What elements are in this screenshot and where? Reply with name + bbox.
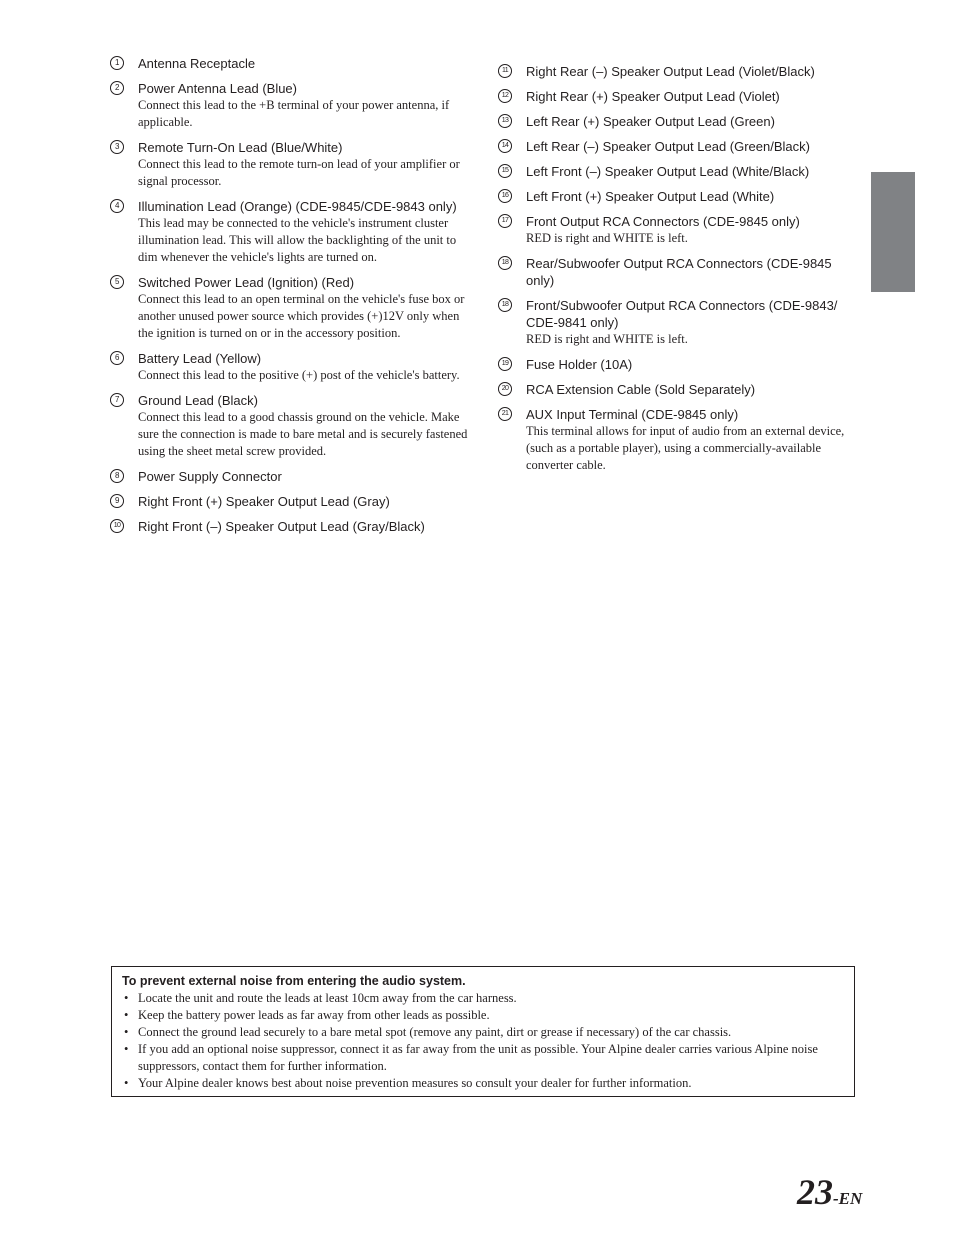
legend-item <box>498 188 853 205</box>
bullet-text: Locate the unit and route the leads at least 10cm away from the car harness. <box>138 991 517 1005</box>
legend-item <box>110 392 470 460</box>
legend-item <box>498 163 853 180</box>
bullet-dot: • <box>124 1008 129 1022</box>
item-number-badge: 14 <box>498 139 512 153</box>
notice-bullet <box>122 1007 844 1024</box>
bullet-dot: • <box>124 991 129 1005</box>
item-title: Left Rear (+) Speaker Output Lead (Green) <box>526 114 775 129</box>
item-number-badge: 7 <box>110 393 124 407</box>
item-number-badge: 15 <box>498 164 512 178</box>
bullet-dot: • <box>124 1042 129 1056</box>
item-title: Front/Subwoofer Output RCA Connectors (CDE-9843/ CDE-9841 only) <box>526 298 838 330</box>
item-number-badge: 21 <box>498 407 512 421</box>
item-number-badge: 11 <box>498 64 512 78</box>
item-title: Left Rear (–) Speaker Output Lead (Green/Black) <box>526 139 810 154</box>
legend-item <box>110 55 470 72</box>
section-tab <box>871 172 915 292</box>
noise-notice-box <box>111 966 855 1097</box>
item-title: Power Supply Connector <box>138 469 282 484</box>
item-title: Front Output RCA Connectors (CDE-9845 only) <box>526 214 800 229</box>
item-description: Connect this lead to an open terminal on the vehicle's fuse box or another unused power source which provides (+)12V only when the ignition is turned on or in the accessory position. <box>138 292 465 340</box>
item-number-badge: 2 <box>110 81 124 95</box>
item-number-badge: 20 <box>498 382 512 396</box>
bullet-text: Connect the ground lead securely to a bare metal spot (remove any paint, dirt or grease if necessary) of the car chassis. <box>138 1025 732 1039</box>
legend-item <box>110 518 470 535</box>
item-description: Connect this lead to a good chassis ground on the vehicle. Make sure the connection is made to bare metal and is securely fastened using the sheet metal screw provided. <box>138 410 468 458</box>
item-title: Power Antenna Lead (Blue) <box>138 81 297 96</box>
item-description: This terminal allows for input of audio from an external device, (such as a portable player), using a commercially-available converter cable. <box>526 424 845 472</box>
item-description: RED is right and WHITE is left. <box>526 332 688 346</box>
item-title: Battery Lead (Yellow) <box>138 351 262 366</box>
item-number-badge: 18 <box>498 298 512 312</box>
item-number-badge: 6 <box>110 351 124 365</box>
bullet-dot: • <box>124 1076 129 1090</box>
page-number-value: 23 <box>797 1172 833 1212</box>
bullet-text: Keep the battery power leads as far away from other leads as possible. <box>138 1008 490 1022</box>
item-title: Right Front (–) Speaker Output Lead (Gray/Black) <box>138 519 425 534</box>
legend-item <box>498 406 853 474</box>
item-description: Connect this lead to the remote turn-on lead of your amplifier or signal processor. <box>138 157 460 188</box>
item-title: Rear/Subwoofer Output RCA Connectors (CDE-9845 only) <box>526 256 832 288</box>
item-title: Ground Lead (Black) <box>138 393 258 408</box>
right-column <box>498 63 853 482</box>
notice-bullet <box>122 1024 844 1041</box>
legend-item <box>498 297 853 348</box>
item-number-badge: 19 <box>498 357 512 371</box>
item-number-badge: 1 <box>110 56 124 70</box>
item-number-badge: 17 <box>498 214 512 228</box>
notice-bullet <box>122 1075 844 1092</box>
legend-item <box>110 198 470 266</box>
legend-item <box>498 113 853 130</box>
item-title: AUX Input Terminal (CDE-9845 only) <box>526 407 739 422</box>
left-column <box>110 55 470 543</box>
legend-item <box>498 255 853 289</box>
item-title: Illumination Lead (Orange) (CDE-9845/CDE-9843 only) <box>138 199 457 214</box>
item-title: Right Rear (+) Speaker Output Lead (Violet) <box>526 89 780 104</box>
bullet-text: If you add an optional noise suppressor, connect it as far away from the unit as possible. Your Alpine dealer carries various Alpine noise suppressors, contact them for further information. <box>138 1042 818 1073</box>
notice-bullet-list <box>122 990 844 1092</box>
item-title: Left Front (+) Speaker Output Lead (White) <box>526 189 775 204</box>
legend-item <box>110 139 470 190</box>
item-number-badge: 4 <box>110 199 124 213</box>
legend-item <box>498 138 853 155</box>
item-number-badge: 18 <box>498 256 512 270</box>
legend-item <box>110 468 470 485</box>
item-description: Connect this lead to the positive (+) post of the vehicle's battery. <box>138 368 460 382</box>
bullet-text: Your Alpine dealer knows best about noise prevention measures so consult your dealer for further information. <box>138 1076 692 1090</box>
item-number-badge: 8 <box>110 469 124 483</box>
item-number-badge: 3 <box>110 140 124 154</box>
page-number-suffix: -EN <box>833 1189 863 1208</box>
legend-item <box>110 80 470 131</box>
item-description: Connect this lead to the +B terminal of your power antenna, if applicable. <box>138 98 450 129</box>
notice-bullet <box>122 1041 844 1075</box>
legend-item <box>498 63 853 80</box>
legend-item <box>110 350 470 384</box>
item-number-badge: 12 <box>498 89 512 103</box>
item-title: RCA Extension Cable (Sold Separately) <box>526 382 756 397</box>
legend-item <box>498 213 853 247</box>
item-title: Right Rear (–) Speaker Output Lead (Violet/Black) <box>526 64 815 79</box>
item-title: Right Front (+) Speaker Output Lead (Gray) <box>138 494 390 509</box>
page-number <box>797 1172 862 1219</box>
legend-item <box>498 88 853 105</box>
legend-item <box>498 381 853 398</box>
legend-item <box>110 493 470 510</box>
item-title: Antenna Receptacle <box>138 56 256 71</box>
item-title: Left Front (–) Speaker Output Lead (White/Black) <box>526 164 810 179</box>
item-number-badge: 9 <box>110 494 124 508</box>
item-number-badge: 16 <box>498 189 512 203</box>
notice-bullet <box>122 990 844 1007</box>
legend-item <box>498 356 853 373</box>
item-description: This lead may be connected to the vehicle's instrument cluster illumination lead. This will allow the backlighting of the unit to dim whenever the vehicle's lights are turned on. <box>138 216 457 264</box>
item-number-badge: 5 <box>110 275 124 289</box>
item-number-badge: 10 <box>110 519 124 533</box>
item-title: Remote Turn-On Lead (Blue/White) <box>138 140 343 155</box>
legend-item <box>110 274 470 342</box>
item-description: RED is right and WHITE is left. <box>526 231 688 245</box>
bullet-dot: • <box>124 1025 129 1039</box>
notice-title: To prevent external noise from entering the audio system. <box>122 974 466 988</box>
item-title: Switched Power Lead (Ignition) (Red) <box>138 275 355 290</box>
item-title: Fuse Holder (10A) <box>526 357 633 372</box>
item-number-badge: 13 <box>498 114 512 128</box>
